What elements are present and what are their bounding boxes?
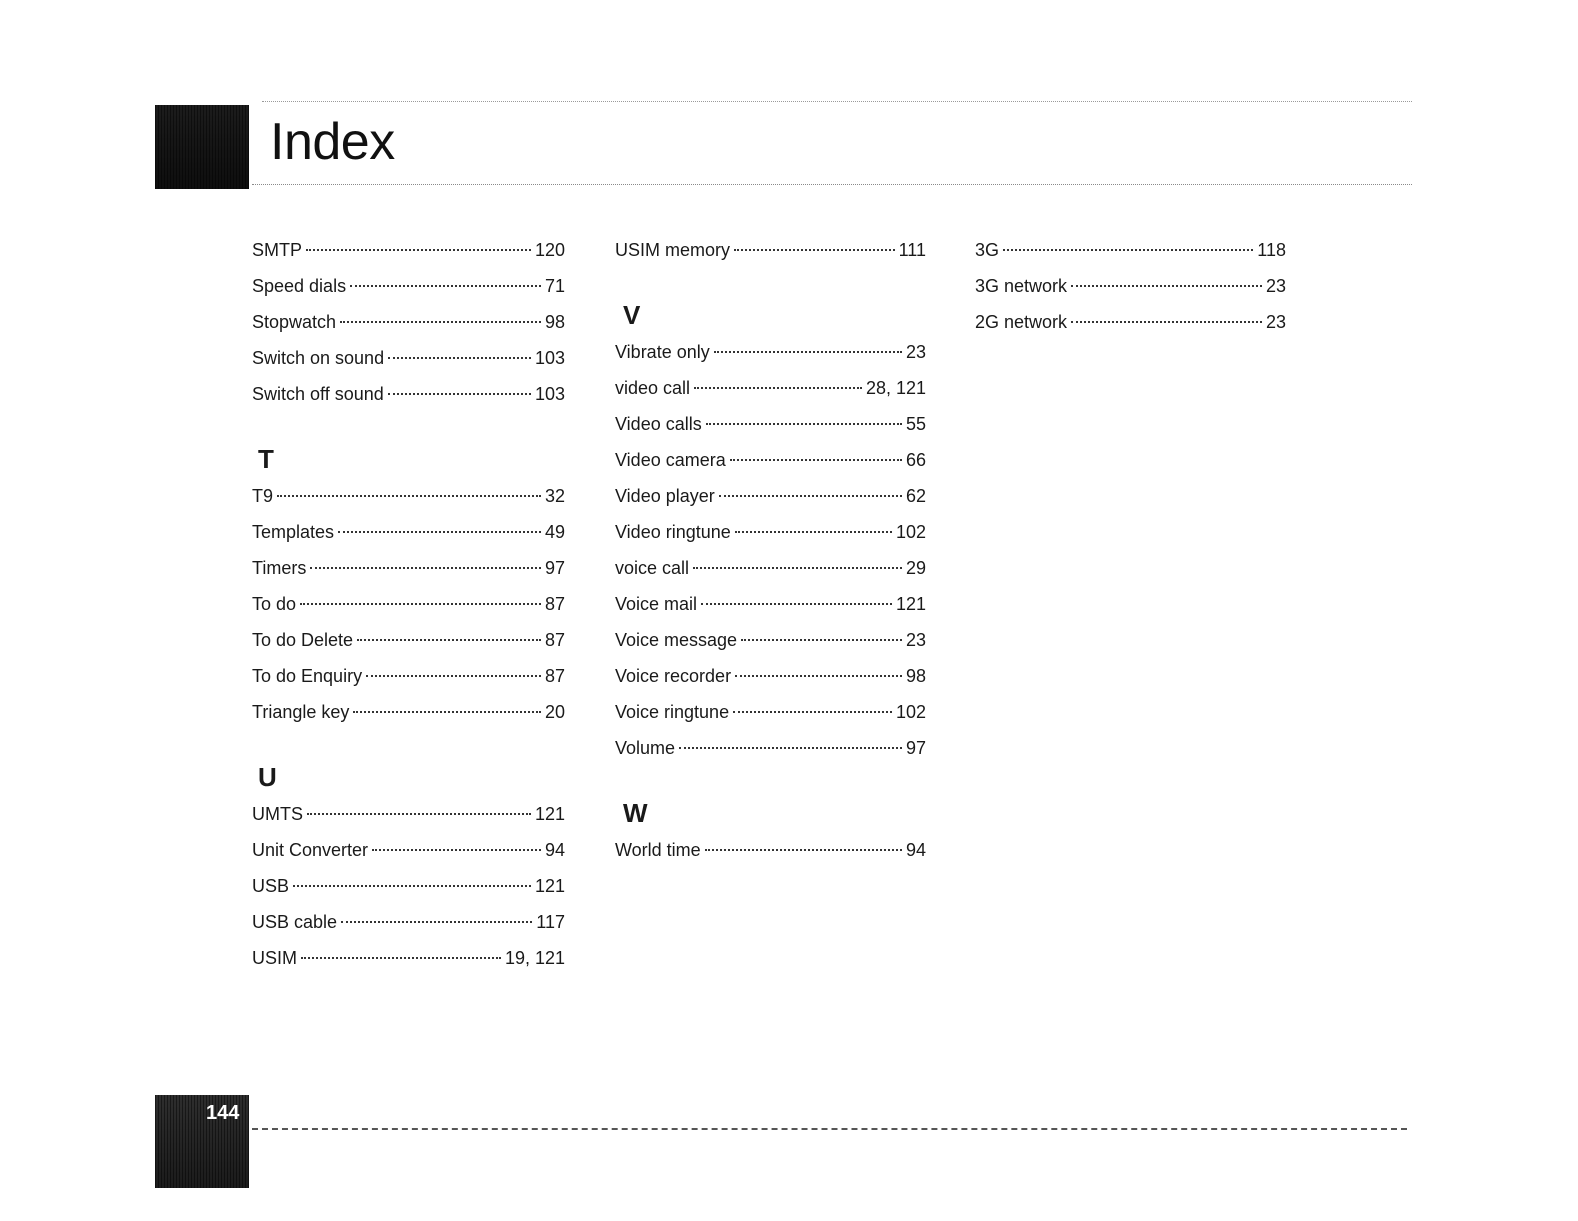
index-term: Voice recorder <box>615 666 732 686</box>
dot-leader <box>719 495 902 497</box>
dot-leader <box>357 639 541 641</box>
index-entry <box>615 622 926 658</box>
index-entry <box>615 730 926 766</box>
index-page-ref: 19, 121 <box>504 948 565 968</box>
index-term: Triangle key <box>252 702 350 722</box>
index-column-2 <box>615 232 926 868</box>
index-entry <box>615 586 926 622</box>
index-term: Timers <box>252 558 307 578</box>
footer-rule <box>252 1128 1407 1130</box>
index-page-ref: 49 <box>544 522 565 542</box>
index-page-ref: 62 <box>905 486 926 506</box>
index-term: To do Delete <box>252 630 354 650</box>
index-entry <box>252 658 565 694</box>
index-term: Templates <box>252 522 335 542</box>
index-entry <box>615 478 926 514</box>
index-term: Switch on sound <box>252 348 385 368</box>
index-page-ref: 23 <box>905 342 926 362</box>
index-page-ref: 20 <box>544 702 565 722</box>
index-entry <box>252 268 565 304</box>
index-page-ref: 121 <box>534 804 565 824</box>
index-term: Unit Converter <box>252 840 369 860</box>
index-term: Video player <box>615 486 715 506</box>
dot-leader <box>741 639 902 641</box>
dot-leader <box>341 921 532 923</box>
dot-leader <box>306 249 531 251</box>
index-entry <box>615 658 926 694</box>
index-term: Video camera <box>615 450 726 470</box>
index-page-ref: 103 <box>534 384 565 404</box>
dot-leader <box>310 567 541 569</box>
section-letter-heading: U <box>258 762 277 792</box>
index-term: Voice ringtune <box>615 702 730 722</box>
index-entry <box>252 904 565 940</box>
index-page-ref: 121 <box>534 876 565 896</box>
index-term: Stopwatch <box>252 312 337 332</box>
index-entry <box>252 550 565 586</box>
index-entry <box>252 622 565 658</box>
index-entry <box>252 376 565 412</box>
index-page-ref: 55 <box>905 414 926 434</box>
index-page-ref: 87 <box>544 630 565 650</box>
section-letter-heading: T <box>258 444 274 474</box>
index-term: video call <box>615 378 691 398</box>
index-entry <box>252 940 565 976</box>
index-page-ref: 97 <box>905 738 926 758</box>
index-page-ref: 32 <box>544 486 565 506</box>
index-term: Video ringtune <box>615 522 731 542</box>
index-page-ref: 120 <box>534 240 565 260</box>
index-page-ref: 87 <box>544 594 565 614</box>
section-letter-heading: W <box>623 798 648 828</box>
index-entry <box>615 832 926 868</box>
index-column-1 <box>252 232 565 976</box>
index-term: To do <box>252 594 297 614</box>
index-term: 2G network <box>975 312 1068 332</box>
index-page-ref: 103 <box>534 348 565 368</box>
index-entry <box>615 442 926 478</box>
index-page-ref: 111 <box>898 240 926 260</box>
index-entry <box>252 868 565 904</box>
page-title: Index <box>270 113 395 171</box>
index-entry <box>975 268 1286 304</box>
dot-leader <box>307 813 531 815</box>
index-column-3 <box>975 232 1286 340</box>
dot-leader <box>706 423 902 425</box>
index-page-ref: 29 <box>905 558 926 578</box>
index-page-ref: 102 <box>895 702 926 722</box>
dot-leader <box>388 357 531 359</box>
index-entry <box>252 232 565 268</box>
dot-leader <box>388 393 531 395</box>
index-term: USIM <box>252 948 297 968</box>
index-page-ref: 94 <box>544 840 565 860</box>
index-page-ref: 23 <box>905 630 926 650</box>
dot-leader <box>714 351 902 353</box>
index-term: UMTS <box>252 804 303 824</box>
dot-leader <box>679 747 902 749</box>
index-term: USIM memory <box>615 240 731 260</box>
index-page-ref: 121 <box>895 594 926 614</box>
dot-leader <box>350 285 541 287</box>
index-term: Vibrate only <box>615 342 710 362</box>
dot-leader <box>366 675 541 677</box>
index-entry <box>252 340 565 376</box>
index-page-ref: 118 <box>1257 240 1286 260</box>
index-page-ref: 98 <box>905 666 926 686</box>
index-page-ref: 23 <box>1265 312 1286 332</box>
dot-leader <box>340 321 541 323</box>
index-term: USB cable <box>252 912 338 932</box>
index-term: T9 <box>252 486 274 506</box>
index-entry <box>252 832 565 868</box>
dot-leader <box>735 531 892 533</box>
index-entry <box>252 304 565 340</box>
index-entry <box>252 514 565 550</box>
dot-leader <box>701 603 892 605</box>
dot-leader <box>301 957 501 959</box>
index-entry <box>615 334 926 370</box>
dot-leader <box>694 387 862 389</box>
index-page-ref: 97 <box>544 558 565 578</box>
dot-leader <box>293 885 531 887</box>
index-page-ref: 66 <box>905 450 926 470</box>
index-term: Video calls <box>615 414 702 434</box>
index-page-ref: 23 <box>1265 276 1286 296</box>
dot-leader <box>733 711 892 713</box>
dot-leader <box>730 459 902 461</box>
index-term: 3G <box>975 240 1000 260</box>
dot-leader <box>277 495 541 497</box>
section-letter-heading: V <box>623 300 641 330</box>
index-term: SMTP <box>252 240 303 260</box>
index-entry <box>252 478 565 514</box>
index-page-ref: 102 <box>895 522 926 542</box>
title-decoration-block <box>155 105 249 189</box>
index-entry <box>252 796 565 832</box>
dot-leader <box>1071 321 1262 323</box>
index-entry <box>975 304 1286 340</box>
index-entry <box>615 232 926 268</box>
title-rule-top <box>262 101 1412 102</box>
dot-leader <box>372 849 541 851</box>
index-entry <box>975 232 1286 268</box>
index-page-ref: 71 <box>544 276 565 296</box>
index-entry <box>252 586 565 622</box>
index-entry <box>615 370 926 406</box>
index-entry <box>252 694 565 730</box>
dot-leader <box>1003 249 1253 251</box>
index-entry <box>615 550 926 586</box>
index-term: Volume <box>615 738 676 758</box>
index-page-ref: 98 <box>544 312 565 332</box>
dot-leader <box>734 249 895 251</box>
dot-leader <box>735 675 902 677</box>
index-entry <box>615 406 926 442</box>
index-term: Voice message <box>615 630 738 650</box>
index-entry <box>615 514 926 550</box>
dot-leader <box>300 603 541 605</box>
dot-leader <box>693 567 902 569</box>
index-page-ref: 28, 121 <box>865 378 926 398</box>
index-term: voice call <box>615 558 690 578</box>
page-number: 144 <box>206 1102 240 1124</box>
index-page-ref: 117 <box>536 912 565 932</box>
dot-leader <box>338 531 541 533</box>
index-term: Voice mail <box>615 594 698 614</box>
title-rule-bottom <box>252 184 1412 185</box>
index-term: Switch off sound <box>252 384 384 404</box>
index-entry <box>615 694 926 730</box>
index-term: 3G network <box>975 276 1068 296</box>
index-term: To do Enquiry <box>252 666 363 686</box>
dot-leader <box>1071 285 1262 287</box>
index-page-ref: 94 <box>905 840 926 860</box>
dot-leader <box>353 711 541 713</box>
dot-leader <box>705 849 902 851</box>
index-term: Speed dials <box>252 276 347 296</box>
index-term: USB <box>252 876 290 896</box>
index-page-ref: 87 <box>544 666 565 686</box>
index-term: World time <box>615 840 701 860</box>
